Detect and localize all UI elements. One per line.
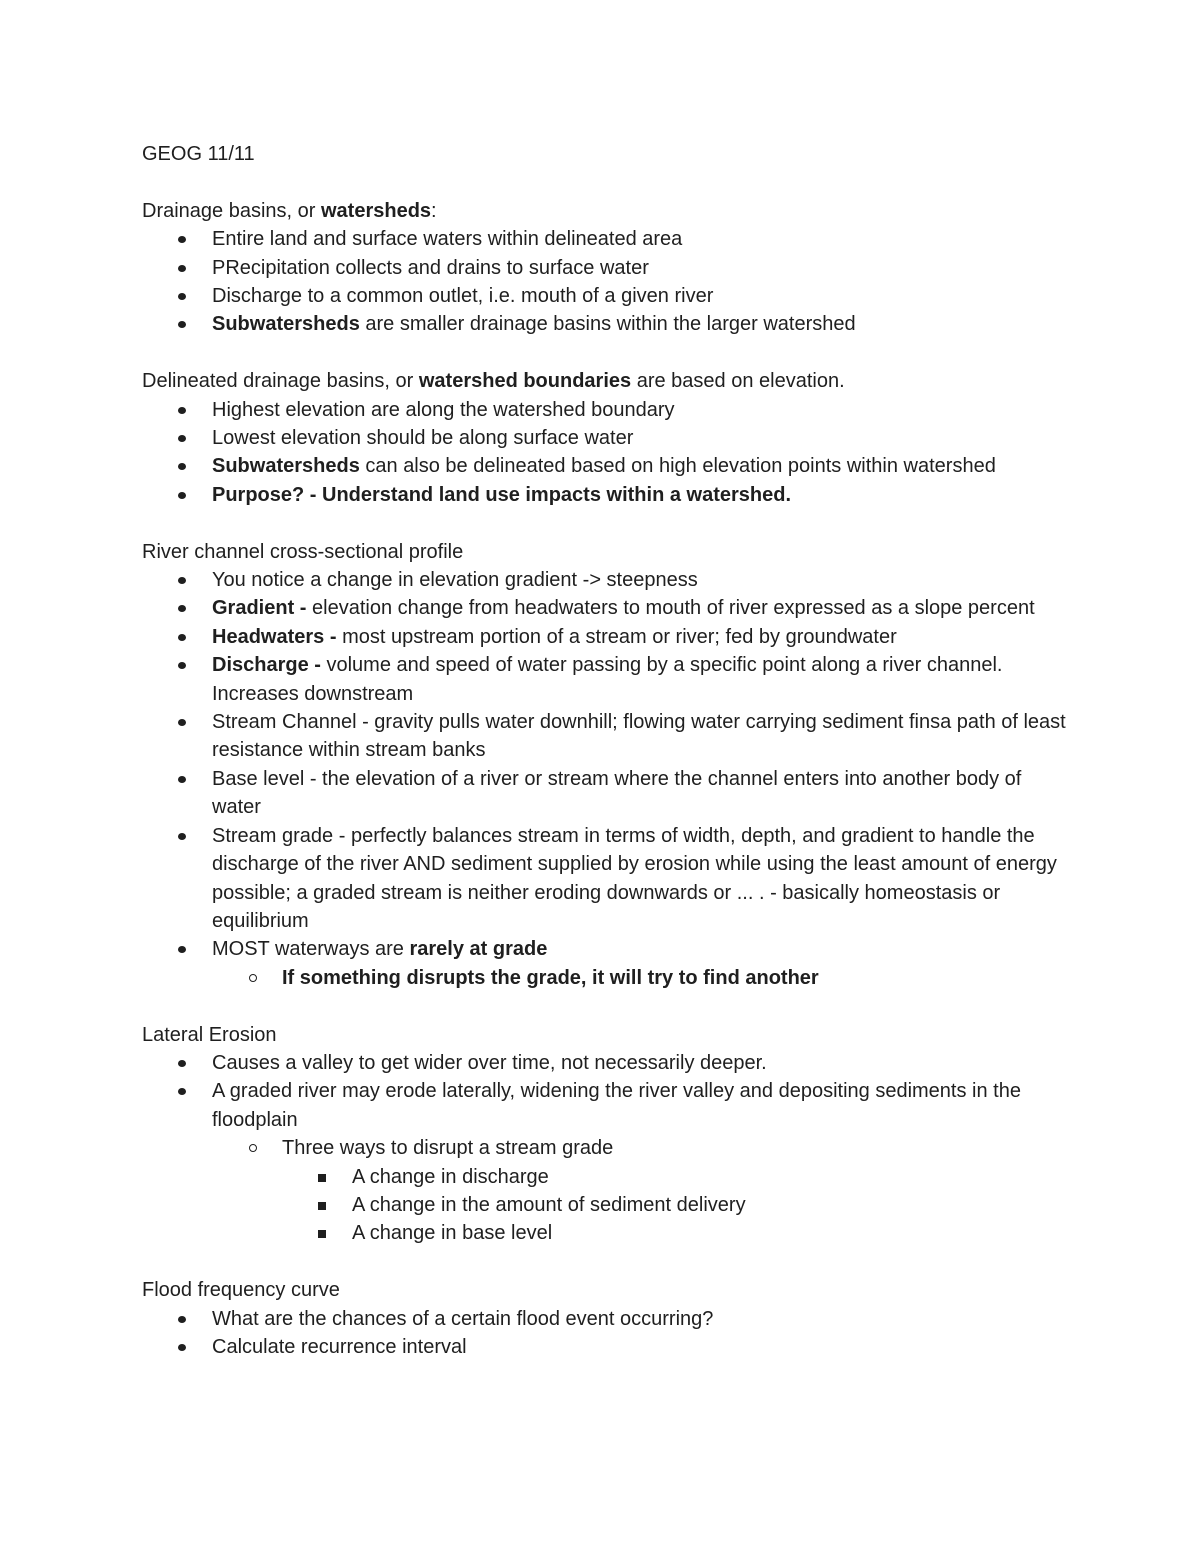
list-item-term: Gradient - [212, 597, 313, 620]
list-item [142, 481, 1072, 509]
list-item [142, 1305, 1072, 1333]
list-item [142, 1333, 1072, 1361]
list-item [142, 708, 1072, 765]
bullet-list [142, 225, 1072, 339]
list-item-text: Calculate recurrence interval [212, 1335, 467, 1358]
section-watershed-boundaries [142, 367, 1072, 509]
document-title: GEOG 11/11 [142, 143, 255, 165]
bullet-list [142, 1049, 1072, 1248]
sub-sub-list-item: A change in discharge [282, 1163, 1072, 1191]
section-lateral-erosion [142, 1021, 1072, 1248]
list-item-text: What are the chances of a certain flood event occurring? [212, 1307, 714, 1330]
sub-bullet-list [212, 1134, 1072, 1248]
heading-text: Drainage basins, or [142, 199, 321, 222]
section-heading [142, 367, 1072, 395]
sub-sub-list-item: A change in the amount of sediment delivery [282, 1191, 1072, 1219]
list-item-term: rarely at grade [409, 938, 548, 961]
list-item [142, 765, 1072, 822]
heading-text-end: : [431, 199, 437, 222]
list-item-text: volume and speed of water passing by a specific point along a river channel. Increases downstream [212, 654, 1003, 705]
list-item-text: A graded river may erode laterally, widening the river valley and depositing sediments in the floodplain [212, 1080, 1021, 1131]
list-item [142, 594, 1072, 622]
list-item-text: Discharge to a common outlet, i.e. mouth of a given river [212, 285, 714, 308]
list-item-text: elevation change from headwaters to mouth of river expressed as a slope percent [312, 597, 1035, 620]
section-heading: Flood frequency curve [142, 1279, 340, 1302]
heading-text: Delineated drainage basins, or [142, 370, 419, 393]
list-item [142, 396, 1072, 424]
list-item-text: most upstream portion of a stream or river; fed by groundwater [342, 625, 897, 648]
sub-list-item [212, 964, 1072, 992]
list-item [142, 225, 1072, 253]
list-item-text: Stream Channel - gravity pulls water downhill; flowing water carrying sediment finsa path of least resistance within stream banks [212, 711, 1066, 762]
list-item [142, 282, 1072, 310]
heading-text-end: are based on elevation. [631, 370, 845, 393]
section-drainage-basins [142, 197, 1072, 339]
list-item [142, 935, 1072, 992]
list-item-text: Highest elevation are along the watershed boundary [212, 398, 675, 421]
bullet-list [142, 566, 1072, 992]
list-item-term: Subwatersheds [212, 455, 360, 478]
list-item-text: are smaller drainage basins within the larger watershed [359, 313, 856, 336]
list-item-text: Base level - the elevation of a river or stream where the channel enters into another body of water [212, 767, 1022, 819]
list-item-text: Lowest elevation should be along surface water [212, 427, 634, 450]
sub-list-item [212, 1134, 1072, 1248]
list-item [142, 623, 1072, 651]
section-heading: River channel cross-sectional profile [142, 540, 464, 563]
list-item-term: Subwatersheds [212, 313, 360, 336]
sub-sub-list-item: A change in base level [282, 1219, 1072, 1247]
sub-list-item-text: Three ways to disrupt a stream grade [282, 1137, 614, 1160]
list-item-term: Headwaters - [212, 625, 343, 648]
list-item-text: MOST waterways are [212, 938, 410, 961]
list-item-term: Discharge - [212, 654, 327, 677]
list-item [142, 1049, 1072, 1077]
document-page [142, 140, 1072, 1390]
section-flood-frequency [142, 1276, 1072, 1361]
heading-bold-term: watershed boundaries [418, 370, 632, 393]
heading-bold-term: watersheds [320, 199, 432, 222]
section-heading: Lateral Erosion [142, 1023, 277, 1046]
list-item-text: You notice a change in elevation gradient -> steepness [212, 569, 698, 592]
list-item [142, 452, 1072, 480]
list-item [142, 651, 1072, 708]
list-item-term: Purpose? - Understand land use impacts within a watershed. [212, 483, 792, 506]
sub-list-item-text: If something disrupts the grade, it will try to find another [282, 966, 819, 989]
list-item [142, 254, 1072, 282]
list-item [142, 822, 1072, 936]
list-item-text: Stream grade - perfectly balances stream in terms of width, depth, and gradient to handle the discharge of the river AND sediment supplied by erosion while using the least amount of energy possible; a graded stream is neither eroding downwards or ... . - basically homeostasis or equilibrium [212, 824, 1057, 932]
bullet-list [142, 396, 1072, 510]
list-item [142, 424, 1072, 452]
bullet-list [142, 1305, 1072, 1362]
section-river-channel [142, 538, 1072, 993]
list-item [142, 1077, 1072, 1247]
list-item [142, 566, 1072, 594]
list-item-text: PRecipitation collects and drains to surface water [212, 256, 649, 279]
list-item [142, 310, 1072, 338]
section-heading [142, 197, 1072, 225]
sub-sub-bullet-list [282, 1163, 1072, 1248]
sub-bullet-list [212, 964, 1072, 992]
list-item-text: Causes a valley to get wider over time, not necessarily deeper. [212, 1051, 767, 1074]
list-item-text: can also be delineated based on high elevation points within watershed [359, 455, 996, 478]
list-item-text: Entire land and surface waters within delineated area [212, 228, 683, 251]
